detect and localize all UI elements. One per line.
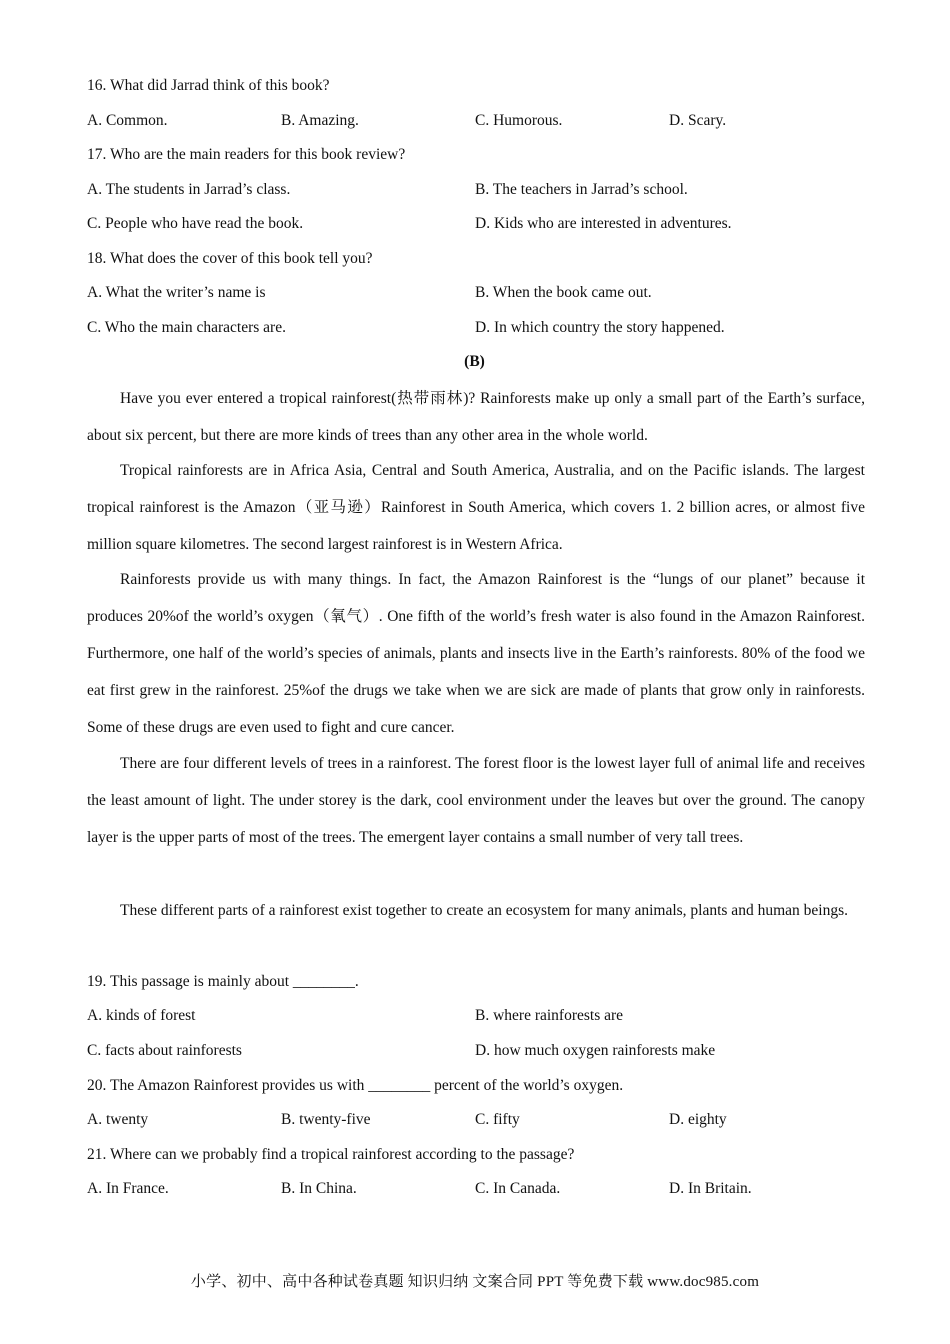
question-17-option-b: B. The teachers in Jarrad’s school. xyxy=(475,181,688,198)
question-20-option-c: C. fifty xyxy=(475,1111,520,1128)
question-21-option-c: C. In Canada. xyxy=(475,1180,561,1197)
question-19-option-d: D. how much oxygen rainforests make xyxy=(475,1042,716,1059)
question-16-option-a: A. Common. xyxy=(87,112,168,129)
question-20-option-b: B. twenty-five xyxy=(281,1111,371,1128)
question-19-option-c: C. facts about rainforests xyxy=(87,1042,242,1059)
question-17-stem: 17. Who are the main readers for this book review? xyxy=(87,146,406,163)
passage-paragraph-5: These different parts of a rainforest exist together to create an ecosystem for many animals, plants and human beings. xyxy=(120,902,848,919)
question-21-stem: 21. Where can we probably find a tropical rainforest according to the passage? xyxy=(87,1146,575,1163)
question-17-option-d: D. Kids who are interested in adventures. xyxy=(475,215,732,232)
passage-paragraph-3: Rainforests provide us with many things. In fact, the Amazon Rainforest is the “lungs of our planet” because it produces 20%of the world’s oxygen（氧气）. One fifth of the world’s fresh water is also found in the Amazon Rainforest. Furthermore, one half of the world’s species of animals, plants and insects live in the Earth’s rainforests. 80% of the food we eat first grew in the rainforest. 25%of the drugs we take when we are sick are made of plants that grow only in rainforests. Some of these drugs are even used to fight and cure cancer. xyxy=(87,571,865,736)
section-b-title: (B) xyxy=(464,353,485,370)
question-18-stem: 18. What does the cover of this book tell you? xyxy=(87,250,373,267)
question-21-option-b: B. In China. xyxy=(281,1180,357,1197)
question-16-option-d: D. Scary. xyxy=(669,112,727,129)
question-20-stem: 20. The Amazon Rainforest provides us with ________ percent of the world’s oxygen. xyxy=(87,1077,624,1094)
question-20-option-a: A. twenty xyxy=(87,1111,149,1128)
question-16-option-c: C. Humorous. xyxy=(475,112,563,129)
question-17-option-c: C. People who have read the book. xyxy=(87,215,304,232)
page-footer: 小学、初中、高中各种试卷真题 知识归纳 文案合同 PPT 等免费下载 www.doc985.com xyxy=(190,1274,760,1290)
question-19-option-a: A. kinds of forest xyxy=(87,1007,196,1024)
passage-paragraph-2: Tropical rainforests are in Africa Asia, Central and South America, Australia, and on the Pacific islands. The largest tropical rainforest is the Amazon（亚马逊）Rainforest in South America, which covers 1. 2 billion acres, or almost five million square kilometres. The second largest rainforest is in Western Africa. xyxy=(87,462,865,553)
question-18-option-b: B. When the book came out. xyxy=(475,284,652,301)
question-19-stem: 19. This passage is mainly about ________. xyxy=(87,973,359,990)
question-21-option-d: D. In Britain. xyxy=(669,1180,752,1197)
question-21-option-a: A. In France. xyxy=(87,1180,169,1197)
question-18-option-d: D. In which country the story happened. xyxy=(475,319,725,336)
question-17-option-a: A. The students in Jarrad’s class. xyxy=(87,181,291,198)
question-18-option-a: A. What the writer’s name is xyxy=(87,284,266,301)
question-16-option-b: B. Amazing. xyxy=(281,112,359,129)
passage-paragraph-4: There are four different levels of trees in a rainforest. The forest floor is the lowest layer full of animal life and receives the least amount of light. The under storey is the dark, cool environment under the leaves but over the ground. The canopy layer is the upper parts of most of the trees. The emergent layer contains a small number of very tall trees. xyxy=(87,755,865,846)
question-18-option-c: C. Who the main characters are. xyxy=(87,319,286,336)
passage-paragraph-1: Have you ever entered a tropical rainforest(热带雨林)? Rainforests make up only a small part of the Earth’s surface, about six percent, but there are more kinds of trees than any other area in the whole world. xyxy=(87,390,865,444)
question-19-option-b: B. where rainforests are xyxy=(475,1007,624,1024)
question-20-option-d: D. eighty xyxy=(669,1111,727,1128)
question-16-stem: 16. What did Jarrad think of this book? xyxy=(87,77,330,94)
